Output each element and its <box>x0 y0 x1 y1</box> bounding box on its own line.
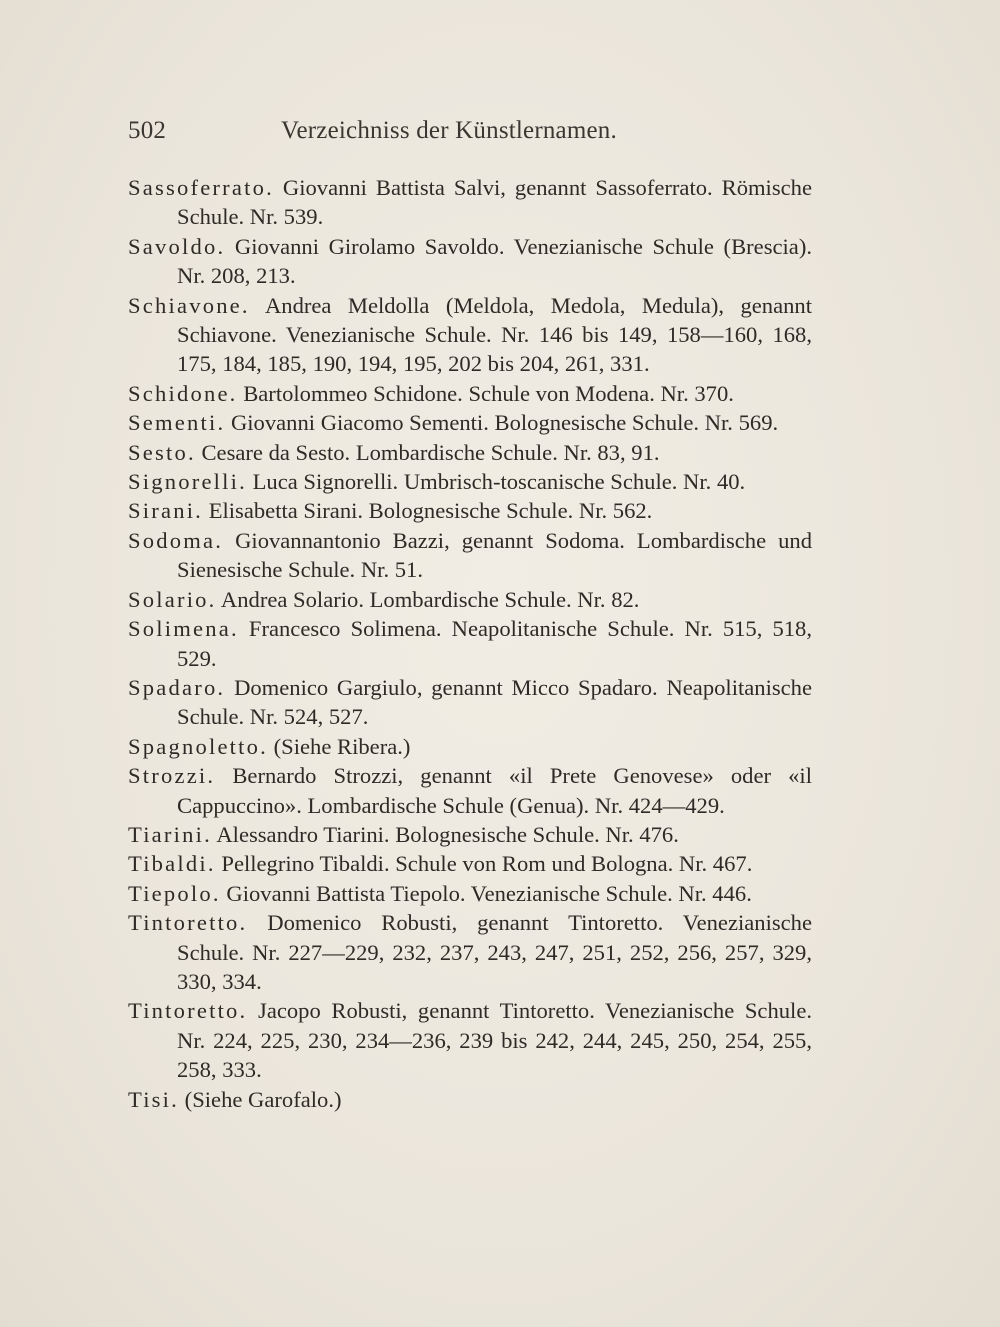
artist-name: Tiepolo. <box>128 880 221 906</box>
index-entry <box>128 585 812 614</box>
index-entry <box>128 996 812 1084</box>
artist-index-list <box>128 173 812 1114</box>
index-entry <box>128 761 812 820</box>
entry-text: Pellegrino Tibaldi. Schule von Rom und Bologna. Nr. 467. <box>221 851 753 877</box>
index-entry <box>128 408 812 437</box>
artist-name: Tiarini. <box>128 821 212 847</box>
artist-name: Tisi. <box>128 1086 180 1112</box>
index-entry <box>128 1085 812 1114</box>
page-number: 502 <box>128 117 167 144</box>
entry-text: Giovanni Giacomo Sementi. Bolognesische Schule. Nr. 569. <box>230 410 779 436</box>
index-entry <box>128 291 812 379</box>
index-entry <box>128 673 812 732</box>
entry-text: Domenico Robusti, genannt Tintoretto. Venezianische Schule. Nr. 227—229, 232, 237, 243, 247, 251, 252, 256, 257, 329, 330, 334. <box>177 910 812 994</box>
index-entry <box>128 849 812 878</box>
artist-name: Sodoma. <box>128 527 224 553</box>
index-entry <box>128 379 812 408</box>
entry-text: Bartolommeo Schidone. Schule von Modena. Nr. 370. <box>243 380 734 406</box>
entry-text: Elisabetta Sirani. Bolognesische Schule. Nr. 562. <box>208 498 653 524</box>
index-entry <box>128 438 812 467</box>
entry-text: Giovanni Girolamo Savoldo. Venezianische Schule (Brescia). Nr. 208, 213. <box>177 233 812 289</box>
index-entry <box>128 908 812 996</box>
artist-name: Sirani. <box>128 498 204 524</box>
index-entry <box>128 232 812 291</box>
artist-name: Schiavone. <box>128 292 250 318</box>
entry-text: Cesare da Sesto. Lombardische Schule. Nr. 83, 91. <box>201 439 660 465</box>
artist-name: Spagnoletto. <box>128 733 268 759</box>
artist-name: Schidone. <box>128 380 238 406</box>
artist-name: Tibaldi. <box>128 851 216 877</box>
artist-name: Solimena. <box>128 616 239 642</box>
entry-text: Francesco Solimena. Neapolitanische Schule. Nr. 515, 518, 529. <box>177 616 812 671</box>
entry-text: (Siehe Garofalo.) <box>184 1086 342 1112</box>
index-entry <box>128 526 812 585</box>
artist-name: Sesto. <box>128 439 196 465</box>
entry-text: Giovanni Battista Tiepolo. Venezianische Schule. Nr. 446. <box>226 880 752 906</box>
entry-text: Bernardo Strozzi, genannt «il Prete Genovese» oder «il Cappuccino». Lombardische Schule (Genua). Nr. 424—429. <box>177 763 812 818</box>
entry-text: Andrea Meldolla (Meldola, Medola, Medula), genannt Schiavone. Venezianische Schule. Nr. 146 bis 149, 158—160, 168, 175, 184, 185, 190, 194, 195, 202 bis 204, 261, 331. <box>177 292 812 377</box>
index-entry <box>128 879 812 908</box>
artist-name: Sementi. <box>128 410 226 436</box>
index-entry <box>128 614 812 673</box>
index-entry <box>128 732 812 761</box>
running-title: Verzeichniss der Künstlernamen. <box>281 117 617 144</box>
running-header <box>128 113 808 149</box>
artist-name: Savoldo. <box>128 233 226 259</box>
entry-text: Andrea Solario. Lombardische Schule. Nr. 82. <box>220 586 640 612</box>
artist-name: Solario. <box>128 586 217 612</box>
entry-text: Giovanni Battista Salvi, genannt Sassoferrato. Römische Schule. Nr. 539. <box>177 175 812 230</box>
artist-name: Strozzi. <box>128 763 216 789</box>
artist-name: Tintoretto. <box>128 910 248 936</box>
entry-text: Alessandro Tiarini. Bolognesische Schule. Nr. 476. <box>216 821 679 847</box>
artist-name: Tintoretto. <box>128 998 248 1024</box>
entry-text: Domenico Gargiulo, genannt Micco Spadaro. Neapolitanische Schule. Nr. 524, 527. <box>177 674 812 730</box>
artist-name: Signorelli. <box>128 469 247 495</box>
entry-text: Luca Signorelli. Umbrisch-toscanische Schule. Nr. 40. <box>252 469 746 495</box>
artist-name: Spadaro. <box>128 674 226 700</box>
index-entry <box>128 496 812 525</box>
index-entry <box>128 467 812 496</box>
entry-text: Giovannantonio Bazzi, genannt Sodoma. Lombardische und Sienesische Schule. Nr. 51. <box>177 527 812 583</box>
artist-name: Sassoferrato. <box>128 175 274 200</box>
entry-text: Jacopo Robusti, genannt Tintoretto. Venezianische Schule. Nr. 224, 225, 230, 234—236, 239 bis 242, 244, 245, 250, 254, 255, 258, 333. <box>177 998 812 1083</box>
index-entry <box>128 820 812 849</box>
entry-text: (Siehe Ribera.) <box>273 733 411 759</box>
index-entry <box>128 173 812 232</box>
